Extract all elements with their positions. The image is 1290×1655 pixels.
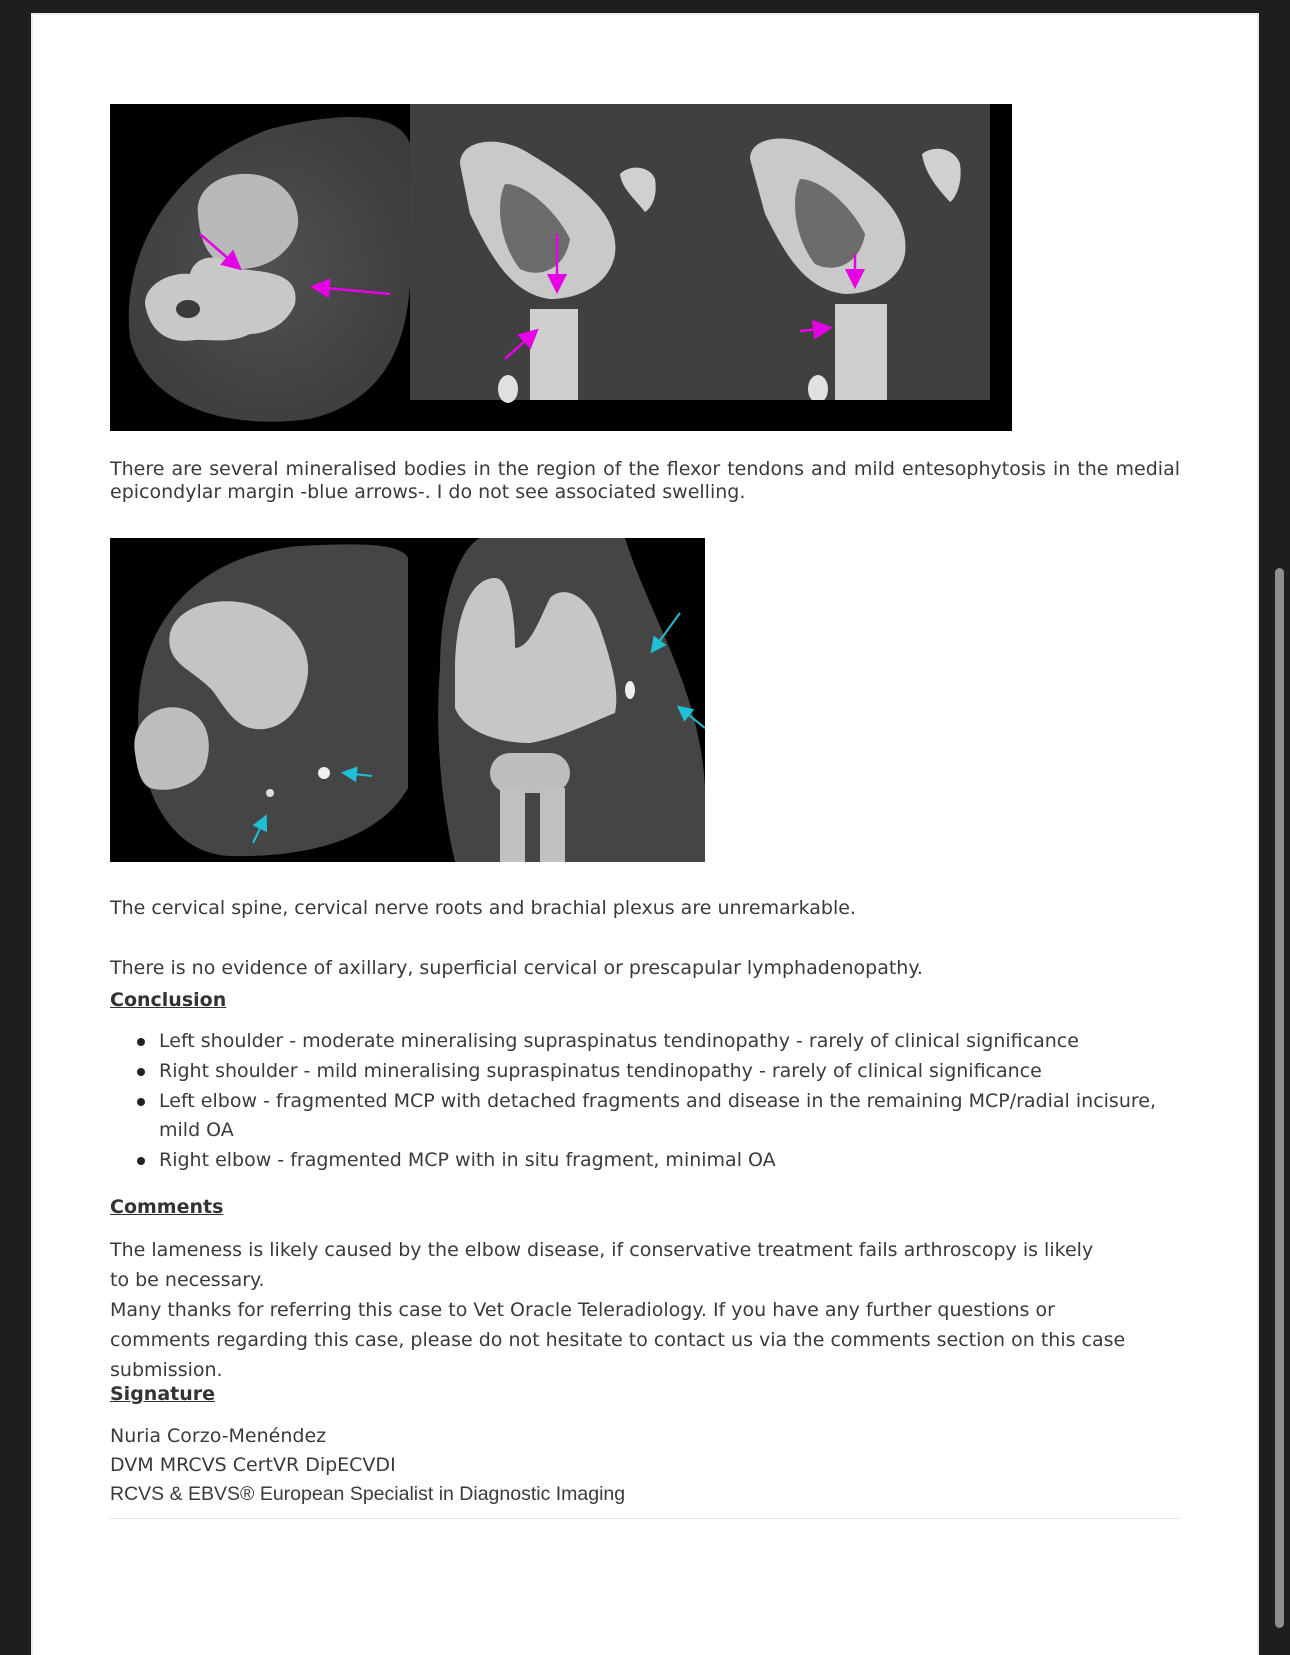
- ct-image-shoulder-elbow: [110, 104, 1012, 431]
- signature-name: Nuria Corzo-Menéndez: [110, 1425, 327, 1447]
- ct-image-elbow: [110, 538, 705, 862]
- ct-panel-axial-elbow: [134, 544, 408, 856]
- divider: [110, 1518, 1180, 1519]
- signature-heading: Signature: [110, 1383, 216, 1405]
- lymph-paragraph: There is no evidence of axillary, superficial cervical or prescapular lymphadenopathy.: [110, 957, 923, 979]
- ct-panel-sagittal-1: [410, 104, 700, 403]
- conclusion-heading: Conclusion: [110, 989, 227, 1011]
- comments-line-1: The lameness is likely caused by the elbow disease, if conservative treatment fails arthroscopy is likely to be necessary.: [110, 1239, 1094, 1291]
- comments-line-2: Many thanks for referring this case to Vet Oracle Teleradiology. If you have any further questions or comments regarding this case, please do not hesitate to contact us via the comments section on this case submission.: [110, 1299, 1126, 1381]
- list-item: Right shoulder - mild mineralising supraspinatus tendinopathy - rarely of clinical significance: [110, 1057, 1180, 1086]
- signature-credentials: DVM MRCVS CertVR DipECVDI: [110, 1454, 396, 1476]
- ct-panel-axial: [129, 117, 410, 422]
- list-item: Left shoulder - moderate mineralising supraspinatus tendinopathy - rarely of clinical significance: [110, 1027, 1180, 1056]
- cervical-paragraph: The cervical spine, cervical nerve roots and brachial plexus are unremarkable.: [110, 897, 856, 919]
- conclusion-list: [110, 1027, 1180, 1176]
- signature-block: [110, 1422, 625, 1509]
- report-page: [33, 15, 1257, 1655]
- finding-paragraph: There are several mineralised bodies in the region of the flexor tendons and mild entesophytosis in the medial epicondylar margin -blue arrows-. I do not see associated swelling.: [110, 458, 1180, 503]
- list-item: Right elbow - fragmented MCP with in situ fragment, minimal OA: [110, 1146, 1180, 1175]
- scrollbar-thumb[interactable]: [1275, 568, 1284, 1628]
- ct-panel-sagittal-2: [700, 104, 1012, 431]
- ct-panel-coronal-elbow: [438, 538, 705, 862]
- comments-text: [110, 1235, 1180, 1385]
- signature-title: RCVS & EBVS® European Specialist in Diagnostic Imaging: [110, 1483, 626, 1505]
- list-item: Left elbow - fragmented MCP with detached fragments and disease in the remaining MCP/radial incisure, mild OA: [110, 1087, 1180, 1145]
- comments-heading: Comments: [110, 1196, 224, 1218]
